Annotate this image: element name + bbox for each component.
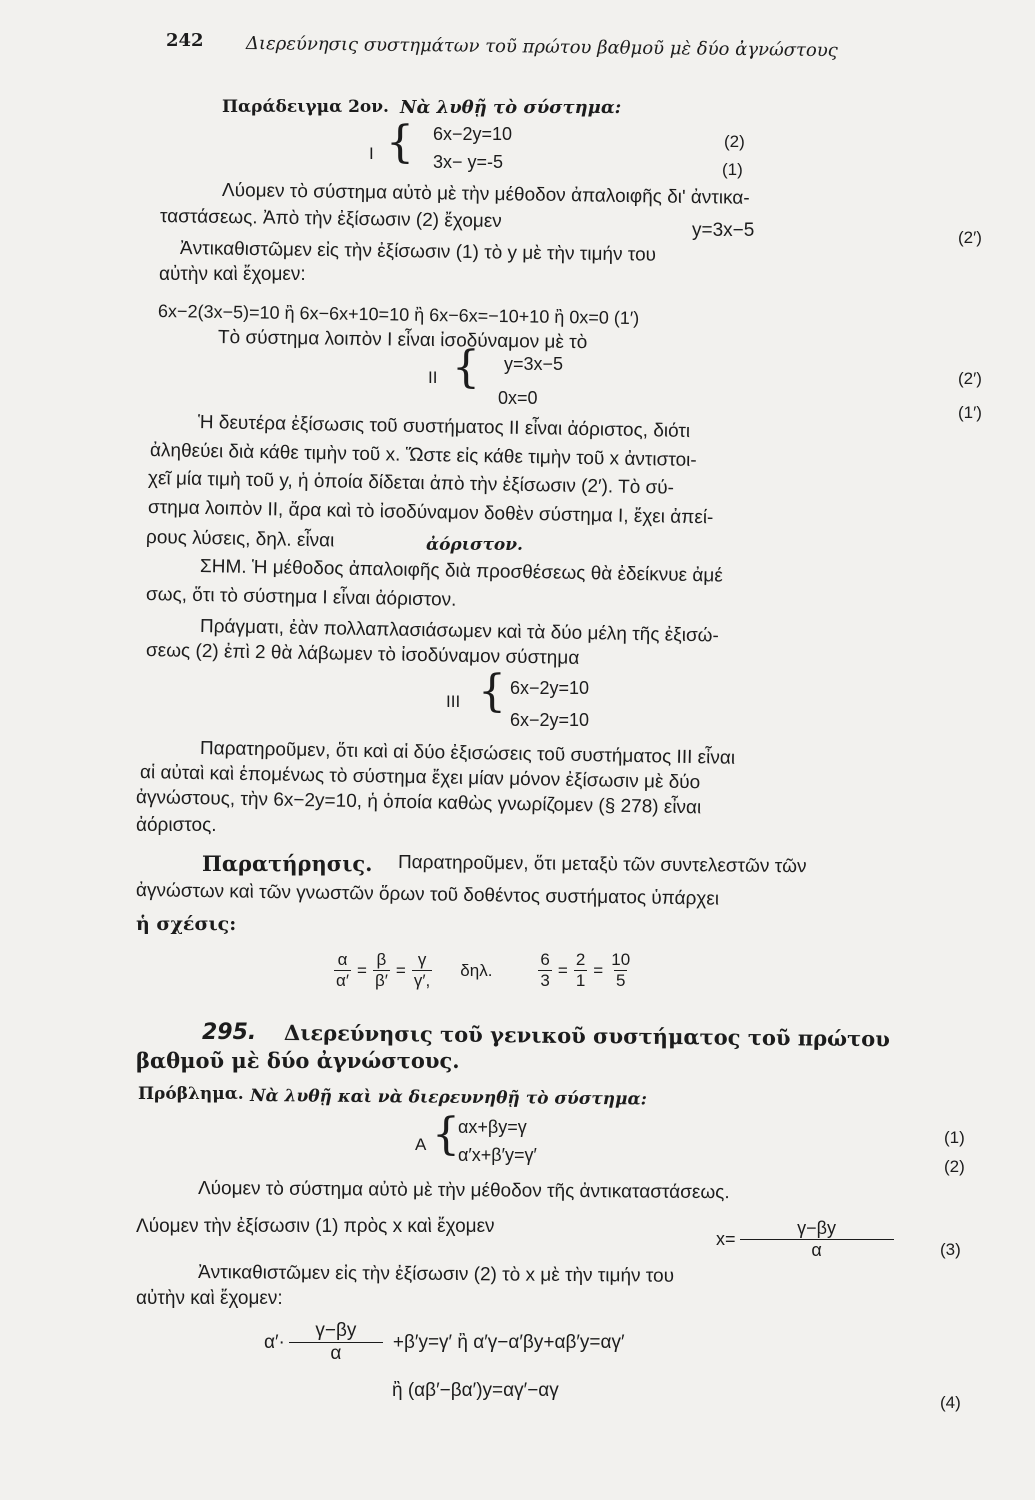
substitution-expression: α′· $\frac{\gamma-\beta y}{\alpha}$ +β′y=γ′ ἢ α′γ−α′βy+αβ′y=αγ′	[264, 1320, 625, 1364]
brace-icon: {	[432, 1109, 460, 1160]
equation-tag: (2′)	[958, 369, 982, 388]
text-line: αἱ αὐταὶ καὶ ἑπομένως τὸ σύστημα ἔχει μίαν μόνον ἐξίσωσιν μὲ δύο	[139, 762, 701, 794]
text-line: αὐτὴν καὶ ἔχομεν:	[136, 1288, 283, 1309]
fraction: $\frac{\gamma-\beta y}{\alpha}$	[289, 1320, 383, 1365]
text-line: Παρατηροῦμεν, ὅτι καὶ αἱ δύο ἐξισώσεις τοῦ συστήματος III εἶναι	[199, 738, 736, 769]
equation: αx+βy=γ	[458, 1117, 527, 1137]
equation-tag: (1)	[722, 160, 743, 179]
equation-tag: (2)	[724, 132, 745, 151]
section-title: Διερεύνησις τοῦ γενικοῦ συστήματος τοῦ πρώτου	[283, 1020, 890, 1052]
brace-icon: {	[478, 666, 506, 717]
system-label: A	[415, 1135, 427, 1154]
text-line: Τὸ σύστημα λοιπὸν I εἶναι ἰσοδύναμον μὲ τὸ	[217, 327, 588, 354]
page-number: 242	[166, 30, 204, 51]
text-line: ἀληθεύει διὰ κάθε τιμὴν τοῦ x. Ὥστε εἰς κάθε τιμὴν τοῦ x ἀντιστοι-	[149, 440, 697, 472]
fraction: $\frac{10}{5}$	[611, 950, 631, 990]
text-line: σεως (2) ἐπὶ 2 θὰ λάβωμεν τὸ ἰσοδύναμον σύστημα	[145, 640, 580, 669]
example-heading: Παράδειγμα 2ον.	[222, 97, 389, 117]
problem-label: Πρόβλημα.	[138, 1084, 244, 1104]
text-line: ταστάσεως. Ἀπὸ τὴν ἐξίσωσιν (2) ἔχομεν	[159, 206, 502, 233]
text-line: στημα λοιπὸν II, ἄρα καὶ τὸ ἰσοδύναμον δοθὲν σύστημα I, ἔχει ἀπεί-	[147, 497, 714, 529]
note-line: σως, ὅτι τὸ σύστημα I εἶναι ἀόριστον.	[145, 584, 457, 611]
system-label: III	[446, 692, 461, 711]
text-line: ἀγνώστων καὶ τῶν γνωστῶν ὅρων τοῦ δοθέντος συστήματος ὑπάρχει	[135, 880, 720, 910]
text-line: Πράγματι, ἐὰν πολλαπλασιάσωμεν καὶ τὰ δύο μέλη τῆς ἐξισώ-	[199, 616, 720, 647]
text-line: Παρατηροῦμεν, ὅτι μεταξὺ τῶν συντελεστῶν τῶν	[397, 852, 807, 878]
equation-tag: (4)	[940, 1393, 961, 1412]
fraction: $\frac{\gamma}{\gamma',}$	[413, 950, 431, 990]
text-line: χεῖ μία τιμὴ τοῦ y, ἡ ὁποία δίδεται ἀπὸ τὴν ἐξίσωσιν (2′). Τὸ σύ-	[147, 468, 675, 499]
ratio-relation: $\frac{\alpha}{\alpha'}$ = $\frac{\beta}{\beta'}$ = $\frac{\gamma}{\gamma',}$ δηλ. $\frac{6}{3}$ = $\frac{2}{1}$ = $\frac{10}{5}$	[336, 950, 631, 990]
text-line: Λύομεν τὴν ἐξίσωσιν (1) πρὸς x καὶ ἔχομεν	[136, 1216, 495, 1237]
fraction: $\frac{6}{3}$	[540, 950, 550, 990]
note-line: ΣΗΜ. Ἡ μέθοδος ἀπαλοιφῆς διὰ προσθέσεως θὰ ἐδείκνυε ἀμέ	[199, 556, 723, 587]
equation-tag: (2)	[944, 1157, 965, 1176]
equation-tag: (1)	[944, 1128, 965, 1147]
remark-heading: Παρατήρησις.	[202, 851, 373, 876]
equation: 0x=0	[498, 388, 538, 408]
example-intro: Νὰ λυθῇ τὸ σύστημα:	[400, 97, 622, 118]
fraction: $\frac{\gamma-\beta y}{\alpha}$	[740, 1218, 894, 1261]
fraction: $\frac{\beta}{\beta'}$	[374, 950, 388, 990]
text-line: ρους λύσεις, δηλ. εἶναι	[145, 527, 335, 552]
brace-icon: {	[386, 117, 414, 168]
problem-text: Νὰ λυθῇ καὶ νὰ διερευνηθῇ τὸ σύστημα:	[249, 1086, 647, 1110]
equation-tag: (1′)	[958, 403, 982, 422]
ie-label: δηλ.	[460, 960, 493, 980]
equation-tag: (3)	[940, 1240, 961, 1259]
emphasis-text: ἀόριστον.	[426, 535, 523, 555]
equation-tag: (2′)	[958, 228, 982, 247]
equation: 6x−2y=10	[433, 124, 513, 144]
equation: 3x− y=-5	[433, 152, 504, 172]
equation: y=3x−5	[504, 354, 564, 374]
section-number: 295.	[202, 1020, 257, 1045]
fraction: $\frac{\alpha}{\alpha'}$	[336, 950, 350, 990]
text-line: αὐτὴν καὶ ἔχομεν:	[159, 264, 306, 285]
section-title: βαθμοῦ μὲ δύο ἀγνώστους.	[136, 1048, 460, 1073]
equation-chain: 6x−2(3x−5)=10 ἢ 6x−6x+10=10 ἢ 6x−6x=−10+10 ἢ 0x=0 (1′)	[157, 301, 640, 329]
final-equation: ἢ (αβ′−βα′)y=αγ′−αγ	[392, 1380, 559, 1401]
text-line: ἡ σχέσις:	[136, 913, 237, 935]
equation: α′x+β′y=γ′	[458, 1145, 537, 1165]
equation: y=3x−5	[692, 220, 755, 241]
system-label: II	[428, 368, 438, 387]
x-expression: x= $\frac{\gamma-\beta y}{\alpha}$	[716, 1218, 894, 1261]
text-line: ἀγνώστους, τὴν 6x−2y=10, ἡ ὁποία καθὼς γνωρίζομεν (§ 278) εἶναι	[135, 787, 702, 819]
text-line: Ἀντικαθιστῶμεν εἰς τὴν ἐξίσωσιν (2) τὸ x μὲ τὴν τιμήν του	[197, 1262, 675, 1287]
text-line: Ἡ δευτέρα ἐξίσωσις τοῦ συστήματος II εἶναι ἀόριστος, διότι	[197, 412, 691, 443]
text-line: ἀόριστος.	[136, 815, 217, 836]
fraction: $\frac{2}{1}$	[575, 950, 586, 990]
text-line: Λύομεν τὸ σύστημα αὐτὸ μὲ τὴν μέθοδον ἀπαλοιφῆς δι' ἀντικα-	[221, 180, 750, 209]
text-line: Ἀντικαθιστῶμεν εἰς τὴν ἐξίσωσιν (1) τὸ y μὲ τὴν τιμήν του	[179, 238, 657, 266]
text-line: Λύομεν τὸ σύστημα αὐτὸ μὲ τὴν μέθοδον τῆς ἀντικαταστάσεως.	[197, 1178, 730, 1204]
equation: 6x−2y=10	[510, 678, 590, 698]
running-title: Διερεύνησις συστημάτων τοῦ πρώτου βαθμοῦ μὲ δύο ἀγνώστους	[245, 33, 838, 62]
system-label: I	[369, 144, 374, 163]
equation: 6x−2y=10	[510, 710, 590, 730]
brace-icon: {	[452, 342, 480, 393]
